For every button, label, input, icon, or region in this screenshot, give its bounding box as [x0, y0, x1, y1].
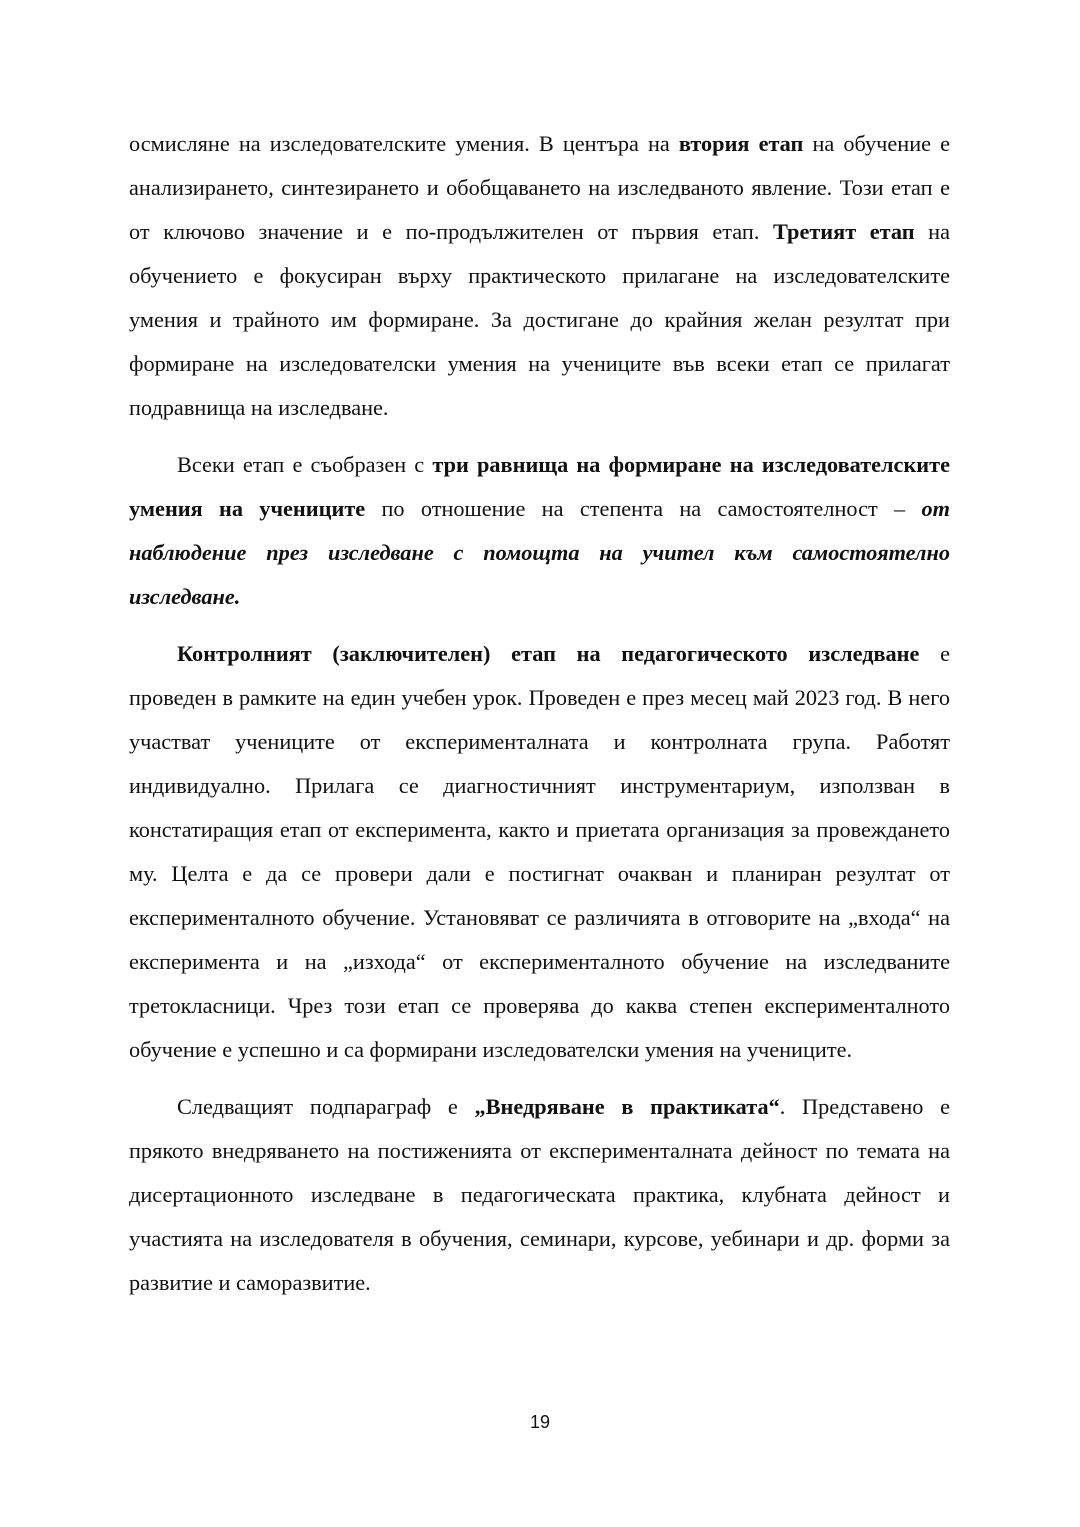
text-run: на обучение е анализирането, синтезирането и обобщаването на изследваното явление. Този етап е от ключово значение и е по-продължителен от първия етап. — [129, 131, 950, 244]
paragraph-3 — [129, 632, 950, 1072]
page-number: 19 — [529, 1412, 551, 1432]
bold-run: Третият етап — [773, 219, 915, 244]
text-run: Следващият подпараграф е — [177, 1094, 475, 1119]
paragraph-2 — [129, 443, 950, 619]
bold-run: три равнища на формиране на изследователските умения на учениците — [129, 452, 950, 521]
bold-italic-run: от наблюдение през изследване с помощта на учител към самостоятелно изследване. — [129, 496, 950, 609]
text-run: . Представено е прякото внедряването на постиженията от експерименталната дейност по темата на дисертационното изследване в педагогическата практика, клубната дейност и участията на изследователя в обучения, семинари, курсове, уебинари и др. форми за развитие и саморазвитие. — [129, 1094, 951, 1295]
bold-run: Контролният (заключителен) етап на педагогическото изследване — [177, 641, 920, 666]
text-run: осмисляне на изследователските умения. В центъра на — [129, 131, 679, 156]
text-run: Всеки етап е съобразен с — [177, 452, 433, 477]
document-page — [129, 122, 950, 1305]
text-run: е проведен в рамките на един учебен урок. Проведен е през месец май 2023 год. В него участват учениците от експерименталната и контролната група. Работят индивидуално. Прилага се диагностичният инструментариум, използван в констатиращия етап от експеримента, както и приетата организация за провеждането му. Целта е да се провери дали е постигнат очакван и планиран резултат от експерименталното обучение. Установяват се различията в отговорите на „входа“ на експеримента и на „изхода“ от експерименталното обучение на изследваните третокласници. Чрез този етап се проверява до каква степен експерименталното обучение е успешно и са формирани изследователски умения на учениците. — [129, 641, 950, 1062]
paragraph-1 — [129, 122, 950, 430]
bold-run: втория етап — [678, 131, 804, 156]
text-run: по отношение на степента на самостоятелност – — [365, 496, 922, 521]
text-run: на обучението е фокусиран върху практическото прилагане на изследователските умения и трайното им формиране. За достигане до крайния желан резултат при формиране на изследователски умения на учениците във всеки етап се прилагат подравнища на изследване. — [129, 219, 951, 420]
paragraph-4 — [129, 1085, 950, 1305]
bold-run: „Внедряване в практиката“ — [474, 1094, 780, 1119]
